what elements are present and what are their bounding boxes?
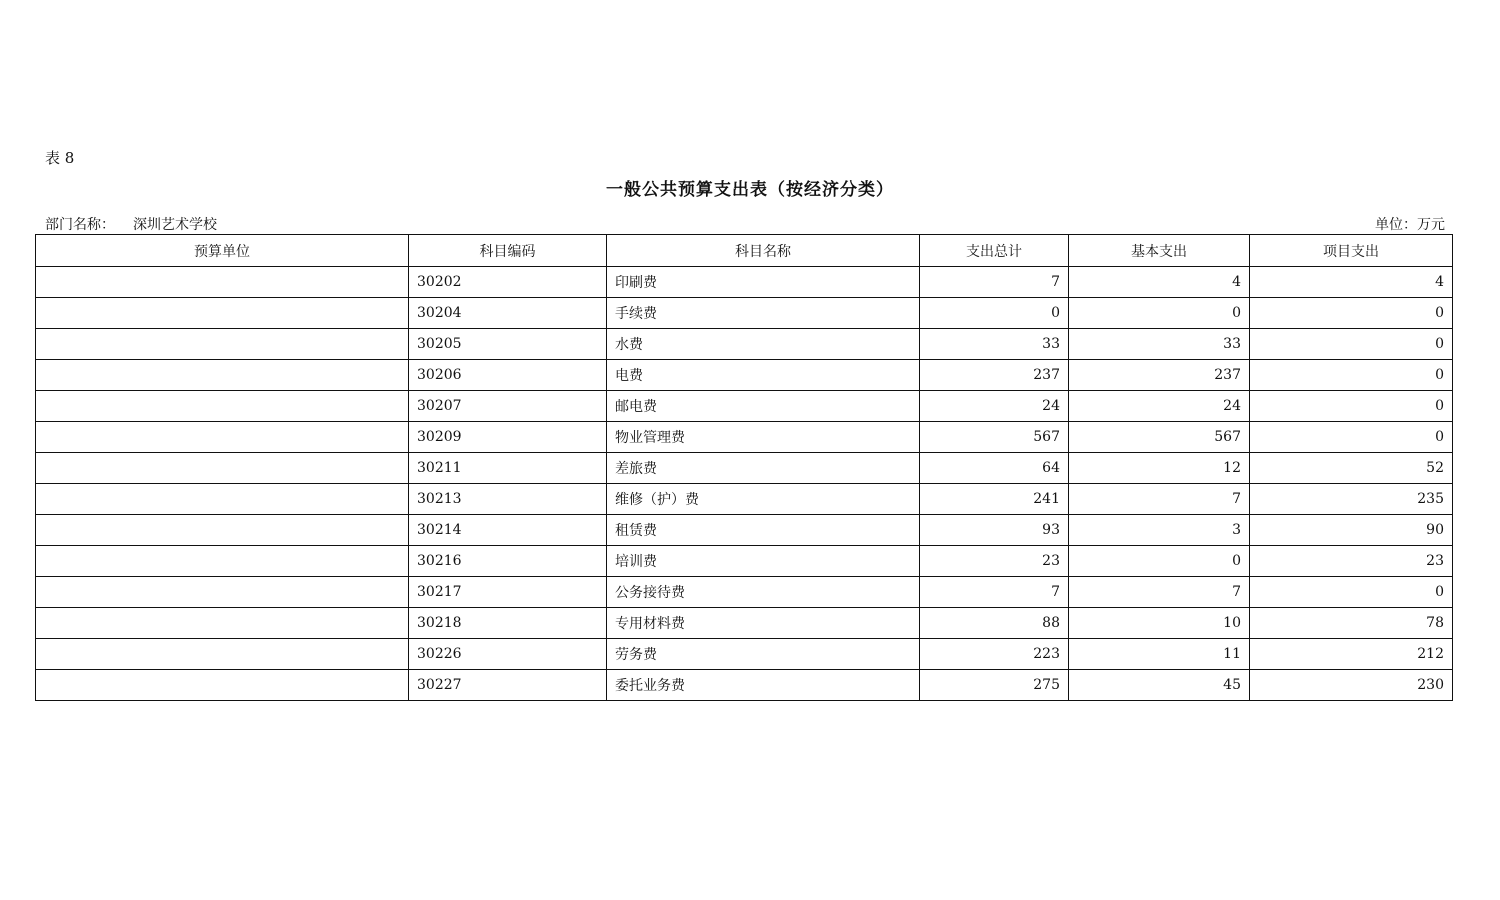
cell-budget-unit (36, 298, 409, 329)
table-row (36, 670, 1453, 701)
cell-project-expense: 230 (1250, 670, 1453, 701)
header-subject-name: 科目名称 (607, 235, 920, 267)
cell-subject-name: 手续费 (607, 298, 920, 329)
cell-total-expense: 88 (920, 608, 1069, 639)
cell-basic-expense: 45 (1069, 670, 1250, 701)
cell-project-expense: 235 (1250, 484, 1453, 515)
cell-project-expense: 212 (1250, 639, 1453, 670)
cell-project-expense: 0 (1250, 360, 1453, 391)
table-row (36, 608, 1453, 639)
cell-subject-code: 30227 (409, 670, 607, 701)
cell-budget-unit (36, 422, 409, 453)
cell-project-expense: 0 (1250, 422, 1453, 453)
cell-budget-unit (36, 639, 409, 670)
table-header-row (36, 235, 1453, 267)
cell-project-expense: 0 (1250, 329, 1453, 360)
cell-basic-expense: 567 (1069, 422, 1250, 453)
cell-budget-unit (36, 267, 409, 298)
cell-basic-expense: 0 (1069, 546, 1250, 577)
budget-table (35, 234, 1453, 701)
table-row (36, 360, 1453, 391)
table-row (36, 329, 1453, 360)
cell-basic-expense: 0 (1069, 298, 1250, 329)
table-row (36, 577, 1453, 608)
cell-basic-expense: 24 (1069, 391, 1250, 422)
cell-total-expense: 7 (920, 267, 1069, 298)
cell-subject-code: 30206 (409, 360, 607, 391)
table-row (36, 546, 1453, 577)
cell-project-expense: 4 (1250, 267, 1453, 298)
table-row (36, 453, 1453, 484)
cell-total-expense: 23 (920, 546, 1069, 577)
cell-subject-name: 公务接待费 (607, 577, 920, 608)
table-row (36, 267, 1453, 298)
cell-budget-unit (36, 360, 409, 391)
cell-total-expense: 223 (920, 639, 1069, 670)
cell-budget-unit (36, 515, 409, 546)
page-title: 一般公共预算支出表（按经济分类） (606, 180, 894, 200)
header-subject-code: 科目编码 (409, 235, 607, 267)
cell-subject-code: 30204 (409, 298, 607, 329)
cell-budget-unit (36, 484, 409, 515)
cell-basic-expense: 33 (1069, 329, 1250, 360)
table-row (36, 484, 1453, 515)
cell-subject-name: 水费 (607, 329, 920, 360)
table-row (36, 422, 1453, 453)
department-info (45, 214, 217, 234)
cell-budget-unit (36, 329, 409, 360)
cell-budget-unit (36, 577, 409, 608)
cell-subject-name: 印刷费 (607, 267, 920, 298)
cell-subject-name: 培训费 (607, 546, 920, 577)
cell-subject-code: 30217 (409, 577, 607, 608)
cell-total-expense: 567 (920, 422, 1069, 453)
cell-subject-code: 30216 (409, 546, 607, 577)
cell-basic-expense: 237 (1069, 360, 1250, 391)
cell-subject-code: 30205 (409, 329, 607, 360)
cell-subject-code: 30226 (409, 639, 607, 670)
cell-total-expense: 93 (920, 515, 1069, 546)
cell-total-expense: 275 (920, 670, 1069, 701)
cell-basic-expense: 4 (1069, 267, 1250, 298)
cell-subject-name: 劳务费 (607, 639, 920, 670)
cell-subject-name: 物业管理费 (607, 422, 920, 453)
cell-budget-unit (36, 453, 409, 484)
cell-budget-unit (36, 670, 409, 701)
cell-total-expense: 64 (920, 453, 1069, 484)
cell-subject-name: 专用材料费 (607, 608, 920, 639)
cell-subject-code: 30202 (409, 267, 607, 298)
cell-total-expense: 33 (920, 329, 1069, 360)
table-row (36, 391, 1453, 422)
cell-project-expense: 90 (1250, 515, 1453, 546)
unit-label: 单位：万元 (1375, 217, 1445, 233)
cell-subject-code: 30207 (409, 391, 607, 422)
cell-budget-unit (36, 546, 409, 577)
cell-subject-name: 差旅费 (607, 453, 920, 484)
meta-row (45, 214, 1445, 234)
cell-basic-expense: 12 (1069, 453, 1250, 484)
table-row (36, 298, 1453, 329)
cell-total-expense: 7 (920, 577, 1069, 608)
cell-basic-expense: 3 (1069, 515, 1250, 546)
cell-basic-expense: 7 (1069, 577, 1250, 608)
cell-budget-unit (36, 391, 409, 422)
cell-total-expense: 237 (920, 360, 1069, 391)
cell-project-expense: 0 (1250, 391, 1453, 422)
cell-subject-name: 委托业务费 (607, 670, 920, 701)
header-total-expense: 支出总计 (920, 235, 1069, 267)
header-project-expense: 项目支出 (1250, 235, 1453, 267)
cell-project-expense: 78 (1250, 608, 1453, 639)
cell-subject-code: 30218 (409, 608, 607, 639)
cell-subject-name: 邮电费 (607, 391, 920, 422)
department-value: 深圳艺术学校 (133, 217, 217, 233)
cell-subject-code: 30213 (409, 484, 607, 515)
table-number: 表 8 (45, 149, 75, 167)
cell-basic-expense: 11 (1069, 639, 1250, 670)
cell-project-expense: 0 (1250, 577, 1453, 608)
department-label: 部门名称： (45, 217, 115, 233)
cell-total-expense: 241 (920, 484, 1069, 515)
cell-subject-code: 30209 (409, 422, 607, 453)
cell-subject-code: 30211 (409, 453, 607, 484)
cell-project-expense: 52 (1250, 453, 1453, 484)
table-row (36, 639, 1453, 670)
cell-budget-unit (36, 608, 409, 639)
cell-subject-name: 维修（护）费 (607, 484, 920, 515)
header-basic-expense: 基本支出 (1069, 235, 1250, 267)
cell-subject-name: 租赁费 (607, 515, 920, 546)
cell-basic-expense: 10 (1069, 608, 1250, 639)
cell-project-expense: 23 (1250, 546, 1453, 577)
cell-subject-code: 30214 (409, 515, 607, 546)
cell-project-expense: 0 (1250, 298, 1453, 329)
header-budget-unit: 预算单位 (36, 235, 409, 267)
cell-subject-name: 电费 (607, 360, 920, 391)
table-row (36, 515, 1453, 546)
cell-total-expense: 0 (920, 298, 1069, 329)
cell-basic-expense: 7 (1069, 484, 1250, 515)
cell-total-expense: 24 (920, 391, 1069, 422)
